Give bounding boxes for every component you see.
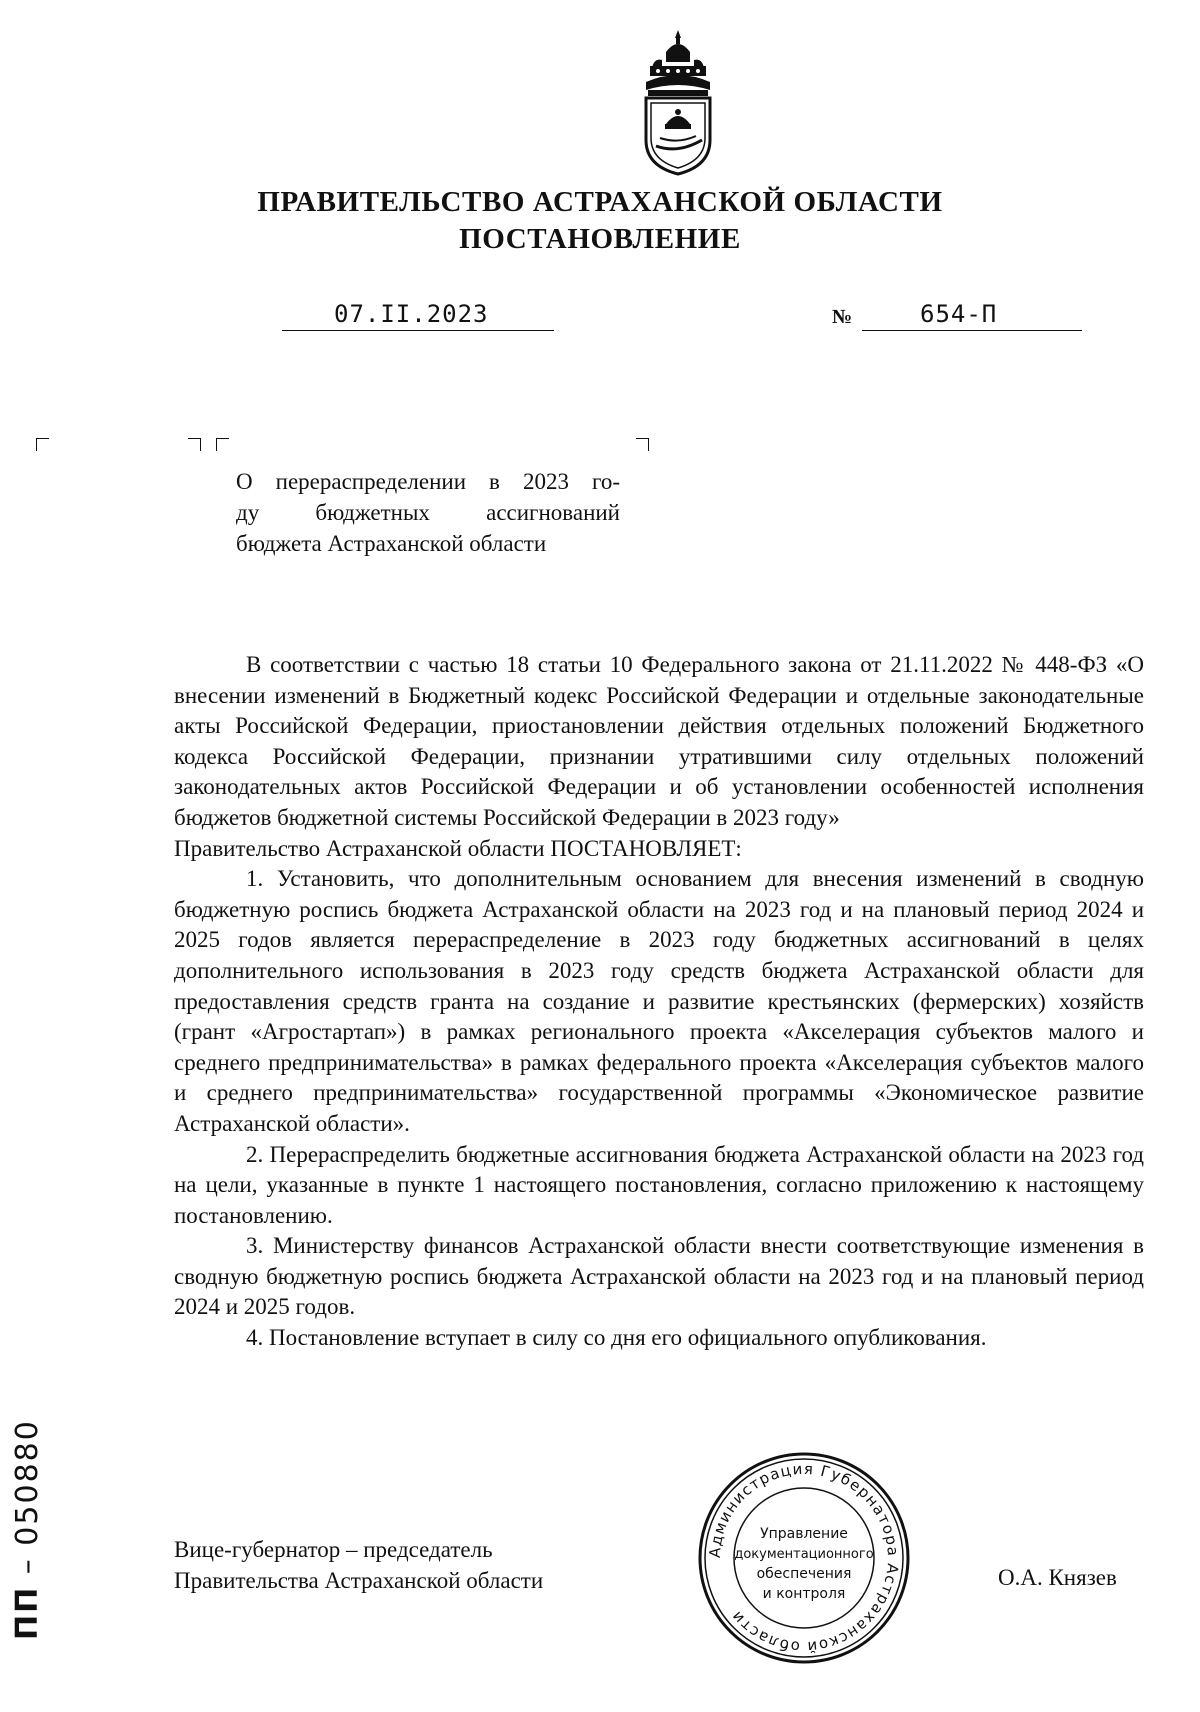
stamp-center-line: документационного [734, 1547, 874, 1562]
subject-line: бюджета Астраханской области [236, 531, 547, 556]
preamble-paragraph: В соответствии с частью 18 статьи 10 Федерального закона от 21.11.2022 № 448-ФЗ «О внесении изменений в Бюджетный кодекс Российской Федерации и отдельные законодательные акты Российской Федерации, приостановлении действия отдельных положений Бюджетного кодекса Российской Федерации, признании утратившими силу отдельных положений законодательных актов Российской Федерации и об установлении особенностей исполнения бюджетов бюджетной системы Российской Федерации в 2023 году» [174, 652, 1144, 830]
document-date: 07.II.2023 [334, 300, 489, 328]
item-paragraph: 3. Министерству финансов Астраханской области внести соответствующие изменения в сводную бюджетную роспись бюджета Астраханской области на 2023 год и на плановый период 2024 и 2025 годов. [174, 1233, 1144, 1320]
number-label: № [832, 306, 853, 328]
corner-mark [188, 438, 201, 451]
document-number: 654-П [920, 300, 998, 328]
code-series: ПП [10, 1585, 45, 1640]
document-subject [236, 466, 620, 559]
corner-mark [636, 438, 649, 451]
resolves-line: Правительство Астраханской области ПОСТАНОВЛЯЕТ: [174, 835, 742, 861]
signer-name: О.А. Князев [998, 1565, 1117, 1590]
number-field [862, 296, 1082, 331]
date-field [282, 296, 554, 331]
official-stamp [694, 1448, 914, 1668]
code-number: 050880 [10, 1419, 45, 1546]
signer-position [174, 1534, 543, 1596]
corner-mark [36, 438, 49, 451]
registration-code: ПП – 050880 [10, 1419, 45, 1640]
coat-of-arms-icon [632, 28, 724, 178]
item-paragraph: 1. Установить, что дополнительным основанием для внесения изменений в сводную бюджетную роспись бюджета Астраханской области на 2023 год и на плановый период 2024 и 2025 годов является перераспределение в 2023 году бюджетных ассигнований в целях дополнительного использования в 2023 году средств бюджета Астраханской области для предоставления средств гранта на создание и развитие крестьянских (фермерских) хозяйств (грант «Агростартап») в рамках регионального проекта «Акселерация субъектов малого и среднего предпринимательства» в рамках федерального проекта «Акселерация субъектов малого и среднего предпринимательства» государственной программы «Экономическое развитие Астраханской области». [174, 866, 1144, 1136]
signer-position-line: Правительства Астраханской области [174, 1568, 544, 1593]
item-paragraph: 4. Постановление вступает в силу со дня его официального опубликования. [246, 1325, 987, 1351]
item-paragraph: 2. Перераспределить бюджетные ассигнования бюджета Астраханской области на 2023 год на цели, указанные в пункте 1 настоящего постановления, согласно приложению к настоящему постановлению. [174, 1141, 1144, 1228]
subject-line: О перераспределении в 2023 го- [236, 469, 620, 494]
subject-line: ду бюджетных ассигнований [236, 500, 620, 525]
stamp-center-line: и контроля [762, 1586, 846, 1602]
organization-title: ПРАВИТЕЛЬСТВО АСТРАХАНСКОЙ ОБЛАСТИ [257, 186, 943, 218]
stamp-ring-text: Администрация Губернатора Астраханской области [705, 1459, 903, 1657]
document-type: ПОСТАНОВЛЕНИЕ [459, 223, 741, 255]
stamp-center-line: обеспечения [756, 1566, 852, 1582]
stamp-center-line: Управление [760, 1526, 848, 1542]
signer-position-line: Вице-губернатор – председатель [174, 1537, 493, 1562]
document-body [174, 650, 1144, 1354]
corner-mark [216, 438, 229, 451]
